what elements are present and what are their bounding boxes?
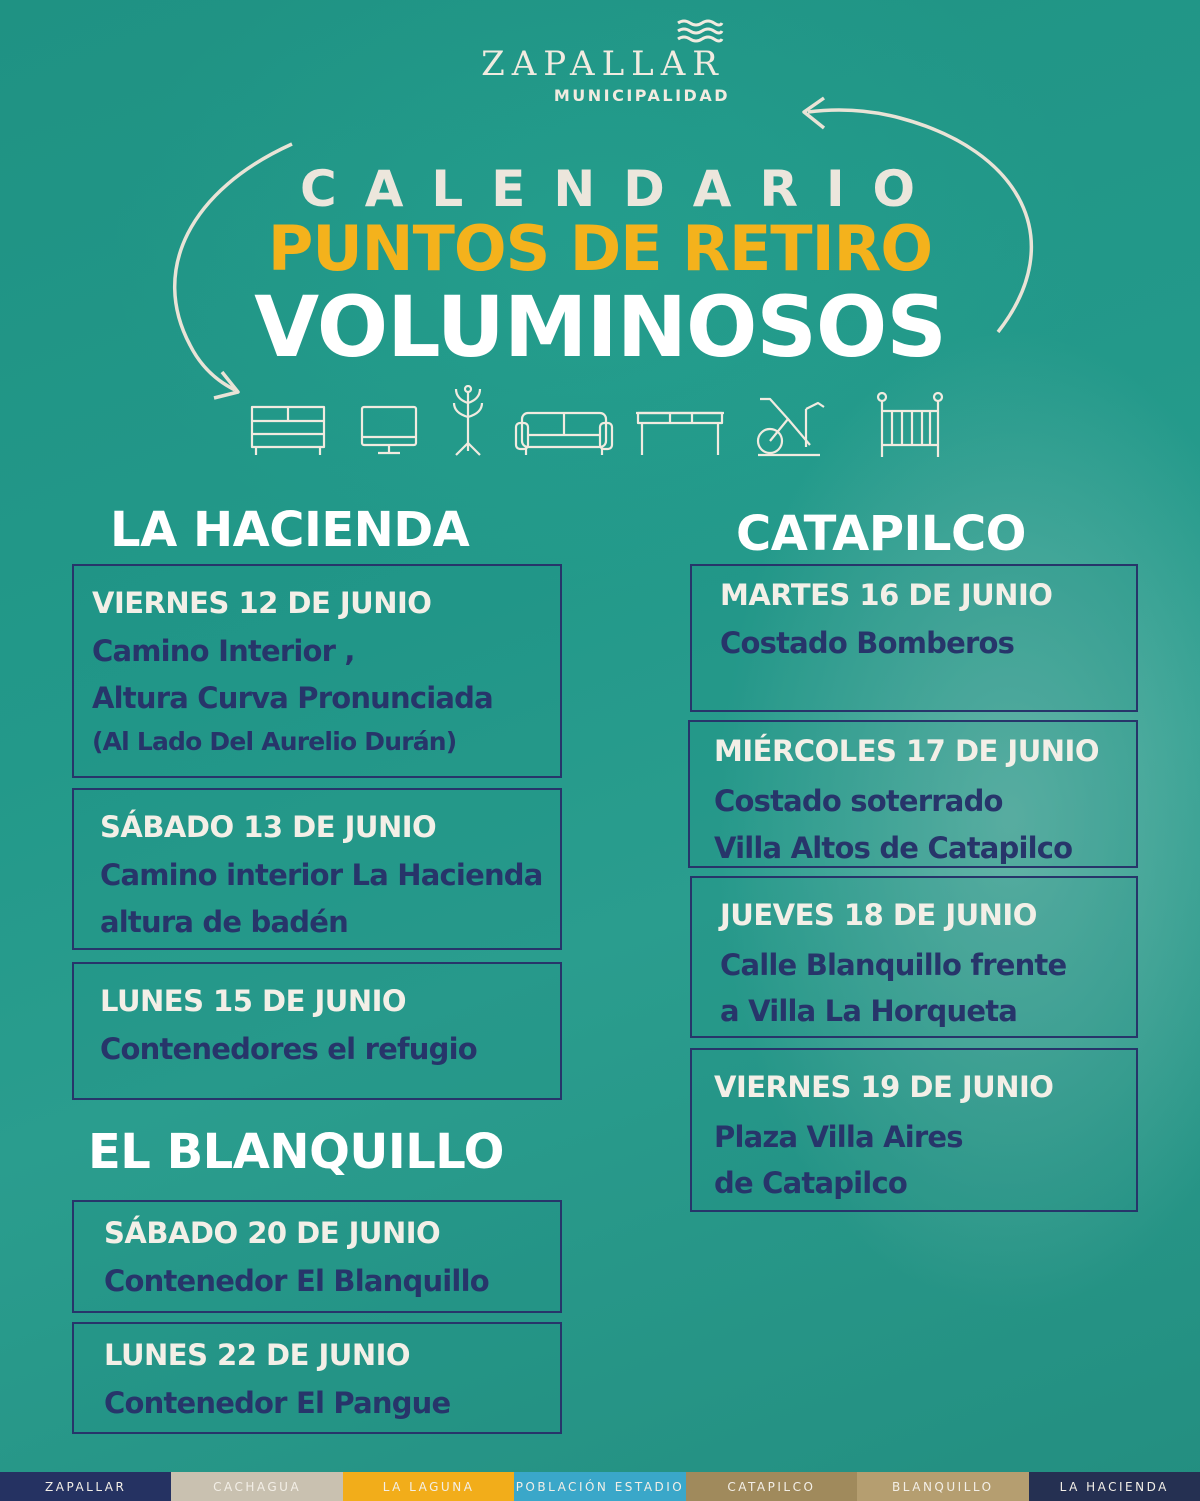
- title-puntos-de-retiro: PUNTOS DE RETIRO: [267, 212, 933, 285]
- crib-icon: [878, 393, 942, 457]
- card-location: (Al Lado Del Aurelio Durán): [92, 727, 457, 756]
- card-date: SÁBADO 20 DE JUNIO: [104, 1216, 441, 1250]
- sofa-icon: [516, 413, 612, 455]
- section-title-la-hacienda: LA HACIENDA: [110, 502, 470, 558]
- card-date: VIERNES 12 DE JUNIO: [92, 586, 432, 620]
- coat-rack-icon: [454, 386, 482, 455]
- schedule-card: [690, 564, 1138, 712]
- logo-name: ZAPALLAR: [481, 44, 725, 84]
- exercise-bike-icon: [758, 399, 824, 455]
- schedule-card: [72, 1200, 562, 1313]
- card-date: LUNES 15 DE JUNIO: [100, 984, 407, 1018]
- card-date: MARTES 16 DE JUNIO: [720, 578, 1053, 612]
- card-location: Camino Interior ,: [92, 634, 355, 668]
- furniture-icons: [240, 385, 960, 465]
- logo-subtitle: MUNICIPALIDAD: [553, 86, 730, 105]
- desk-icon: [636, 413, 724, 455]
- schedule-card: [72, 962, 562, 1100]
- footer-item-catapilco: CATAPILCO: [686, 1472, 857, 1501]
- title-voluminosos: VOLUMINOSOS: [254, 278, 946, 376]
- dresser-icon: [252, 407, 324, 455]
- card-location: de Catapilco: [714, 1166, 907, 1200]
- card-location: Villa Altos de Catapilco: [714, 831, 1073, 865]
- footer-localities-bar: [0, 1472, 1200, 1501]
- card-location: Contenedor El Pangue: [104, 1386, 451, 1420]
- schedule-card: [72, 1322, 562, 1434]
- title-calendario: CALENDARIO: [300, 160, 944, 218]
- footer-item-la-laguna: LA LAGUNA: [343, 1472, 514, 1501]
- card-location: altura de badén: [100, 905, 348, 939]
- section-title-catapilco: CATAPILCO: [736, 506, 1026, 562]
- footer-item-poblacion-estadio: POBLACIÓN ESTADIO: [514, 1472, 685, 1501]
- schedule-card: [690, 876, 1138, 1038]
- card-location: Plaza Villa Aires: [714, 1120, 963, 1154]
- footer-item-zapallar: ZAPALLAR: [0, 1472, 171, 1501]
- card-location: Altura Curva Pronunciada: [92, 681, 493, 715]
- card-location: Calle Blanquillo frente: [720, 948, 1067, 982]
- schedule-card: [688, 720, 1138, 868]
- schedule-card: [72, 788, 562, 950]
- footer-item-cachagua: CACHAGUA: [171, 1472, 342, 1501]
- card-location: Camino interior La Hacienda: [100, 858, 543, 892]
- footer-item-blanquillo: BLANQUILLO: [857, 1472, 1028, 1501]
- card-date: MIÉRCOLES 17 DE JUNIO: [714, 734, 1099, 768]
- card-location: Contenedor El Blanquillo: [104, 1264, 489, 1298]
- card-date: LUNES 22 DE JUNIO: [104, 1338, 411, 1372]
- schedule-card: [690, 1048, 1138, 1212]
- card-date: JUEVES 18 DE JUNIO: [720, 898, 1037, 932]
- card-date: SÁBADO 13 DE JUNIO: [100, 810, 437, 844]
- schedule-card: [72, 564, 562, 778]
- card-date: VIERNES 19 DE JUNIO: [714, 1070, 1054, 1104]
- card-location: a Villa La Horqueta: [720, 994, 1018, 1028]
- footer-item-la-hacienda: LA HACIENDA: [1029, 1472, 1200, 1501]
- card-location: Costado Bomberos: [720, 626, 1015, 660]
- section-title-el-blanquillo: EL BLANQUILLO: [88, 1124, 504, 1180]
- monitor-icon: [362, 407, 416, 453]
- card-location: Contenedores el refugio: [100, 1032, 477, 1066]
- card-location: Costado soterrado: [714, 784, 1003, 818]
